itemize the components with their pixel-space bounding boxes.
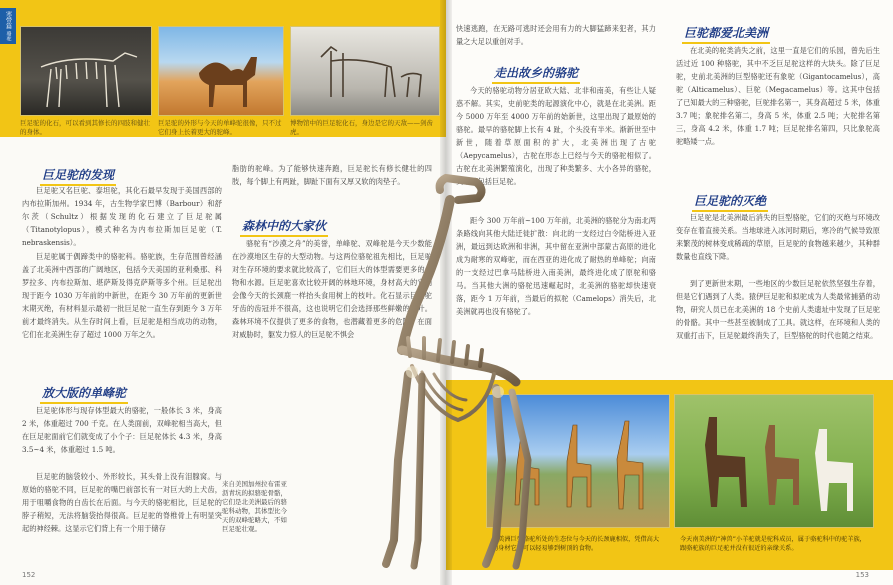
left-page-number: 152 (22, 571, 36, 579)
skeleton-caption: 来自美国加州拉布雷亚沥青坑的拟骆驼骨骼，它们是北美洲最后的骆驼科动物，其体型比今天的双峰驼略大，不如巨足驼壮观。 (222, 480, 287, 533)
heading-giant-camels-america: 巨驼都爱北美洲 (682, 24, 770, 44)
forest-paragraph: 骆驼有“沙漠之舟”的美誉，单峰驼、双峰驼是今天少数能在沙漠地区生存的大型动物。与这两位骆驼祖先相比，巨足驼对生存环境的要求就比较高了，它们巨大的体型需要更多的食物和水源。巨足驼喜欢比较开阔的林地环境，身材高大的它们会像今天的长颈鹿一样抬头食用树上的枝叶。化石显示巨足驼牙齿的齿冠并不很高，这也说明它们会选择那些鲜嫩的枝叶。森林环境不仅提供了更多的食物，也潜藏着更多的危险。在面对威胁时，躯发力惊人的巨足驼不惧会 (232, 239, 432, 339)
llama-caption: 今天南美洲的“神兽”小羊驼就是驼科成员，属于骆驼科中的驼羊族，跟骆驼族的巨足驼并没有很近的亲缘关系。 (680, 536, 866, 552)
hump-paragraph: 脂肪的驼峰。为了能够快速奔跑，巨足驼长有修长健壮的四肢，每个脚上有两趾，脚趾下面有又厚又软的肉垫子。 (232, 164, 432, 186)
heading-extinction: 巨足驼的灭绝 (692, 192, 768, 212)
fossil-skeleton-photo (20, 26, 152, 116)
leaving-paragraph-2: 距今 300 万年前~100 万年前，北美洲的骆驼分为南北两条路线向其他大陆迁徙扩散：向北的一支经过白令陆桥进入亚洲，最远到达欧洲和非洲，其中留在亚洲中部蒙古高原的进化成为耐寒的双峰驼，而在西亚的进化成了耐热的单峰驼；向南的一支经过巴拿马陆桥进入南美洲，最终进化成了原驼和骆马。当其他大洲的骆驼迅速崛起时，北美洲的骆驼却快速衰落，距今 1 万年前，当最后的拟驼（Camelops）消失后，北美洲就再也没有骆驼了。 (456, 216, 656, 316)
enlarged-paragraph-2: 巨足驼的脑袋较小、外形较长，其头骨上没有泪腺窝。与原始的骆驼不同，巨足驼的嘴巴前部长有一对巨大的上犬齿，用于咀嚼食物的白齿长在后面。与今天的骆驼相比，巨足驼的脖子稍短，无法将脑袋抬得很高。巨足驼的脊椎骨上有明显突起的神经棘。这显示它们背上有一个用于储存 (22, 472, 222, 533)
museum-fossil-photo (290, 26, 440, 116)
photo-caption-3: 博物馆中的巨足驼化石，身边是它的天敌——剑齿虎。 (290, 119, 433, 136)
escape-paragraph: 快速逃跑，在无路可逃时还会用有力的大脚猛蹄来犯者，其力量之大足以重创对手。 (456, 24, 656, 46)
heading-leaving-home: 走出故乡的骆驼 (492, 64, 580, 84)
leaving-paragraph-1: 今天的骆驼动物分居亚欧大陆、北非和南美，有些让人疑惑不解。其实，史前驼类的起源演化中心，就是在北美洲。距今 5000 万年至 4000 万年前的始新世，这里出现了最原始的骆驼。最早的骆驼脚上长有 4 趾，个头没有半米。渐新世至中新世，随着草原面积的扩大，北美洲出现了古驼（Aepycamelus），古驼在形态上已经与今天的骆驼相似了。古驼在北美洲繁殖演化，出现了种类繁多、大小各异的骆驼，其中就包括巨足驼。 (456, 86, 656, 186)
extinction-paragraph-2: 到了更新世末期，一些地区的少数巨足驼依然坚强生存着，但是它们遇到了人类。猿伊巨足驼和拟驼成为人类最常捕猎的动物，研究人员已在北美洲的 18 个史前人类遗址中发现了巨足驼的骨骼。其中一些甚至被制成了工具。就这样，在环境和人类的双重打击下，巨足驼最终消失了，巨型骆驼的时代也随之结束。 (676, 279, 880, 340)
section-sub-label: 骆驼 (5, 31, 12, 41)
section-tag-label: 寒带篇 (4, 11, 12, 29)
dromedary-photo (158, 26, 284, 116)
giant-camels-paragraph: 在北美的驼类消失之前，这里一直是它们的乐园，曾先后生活过近 100 种骆驼，其中不乏巨足驼这样的大块头。除了巨足驼，史前北美洲的巨型骆驼还有象驼（Gigantocamelus），高驼（Alticamelus）、巨驼（Megacamelus）等。这其中包括了已知最大的三种骆驼，巨驼排名第一，其身高超过 5 米，体重 3.7 吨；象驼排名第二，身高 5 米，体重 2.5 吨；大驼排名第三，身高 4.2 米，体重 1.7 吨；巨足驼排名第四，只比象驼高驼略矮一点。 (676, 46, 880, 146)
extinction-paragraph-1: 巨足驼是北美洲最后消失的巨型骆驼，它们的灭绝与环境改变存在着直接关系。当地球进入冰河时期后，寒冷的气候导致原来繁茂的树林变成稀疏的草原，巨足驼的食物越来越少，其种群数量也直线下降。 (676, 213, 880, 261)
heading-forest-giant: 森林中的大家伙 (240, 217, 328, 237)
right-page-number: 153 (855, 571, 869, 579)
section-tag (0, 8, 16, 44)
heading-discovery: 巨足驼的发现 (40, 166, 116, 186)
discovery-paragraph-1: 巨足驼又名巨驼、泰坦驼，其化石最早发现于美国西部的内布拉斯加州。1934 年，古生物学家巴博（Barbour）和舒尔茨（Schultz）根据发现的化石建立了巨足驼属（Titanotylopus），模式种名为内布拉斯加巨足驼（T. nebraskensis）。 (22, 186, 222, 247)
heading-enlarged-dromedary: 放大版的单峰驼 (40, 384, 128, 404)
camelops-skeleton-illustration (290, 160, 550, 580)
llama-photo (674, 394, 874, 528)
enlarged-paragraph-1: 巨足驼体形与现存体型最大的骆驼，一般体长 3 米，身高 2 米，体重超过 700 千克。在人类面前，双峰驼相当高大，但在巨足驼面前它们就变成了小个子：巨足驼体长 4.3 米，身高 3.5~4 米，体重超过 1.5 吨。 (22, 406, 222, 454)
discovery-paragraph-2: 巨足驼属于偶蹄类中的骆驼科。骆驼族，生存范围曾经涵盖了北美洲中西部的广阔地区，包括今天美国的亚利桑那、科罗拉多、内布拉斯加、堪萨斯及得克萨斯等多个州。巨足驼出现于距今 1030 万年前的中新世，在距今 30 万年前的更新世末期灭绝，有材料显示最初一批巨足驼一直生存到距今 3 万年前才最终消失。从生存时间上看，巨足驼是相当成功的动物，它们在北美洲生存了超过 1000 万年之久。 (22, 252, 222, 339)
photo-caption-1: 巨足驼的化石，可以看到其修长的四肢和健壮的身体。 (20, 119, 150, 136)
giraffe-caption: 北美洲巨型骆驼所处的生态位与今天的长颈鹿相似，凭借高大的身材它们可以轻易够到树顶的食物。 (492, 536, 660, 552)
photo-caption-2: 巨足驼的外形与今天的单峰驼很像，只不过它们身上长着更大的驼峰。 (158, 119, 282, 136)
